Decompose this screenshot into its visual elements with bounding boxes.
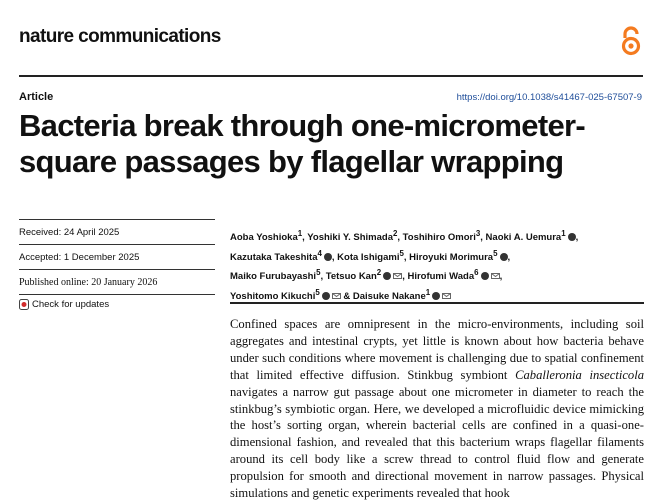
- email-icon[interactable]: [442, 293, 451, 299]
- author-separator: ,: [575, 232, 579, 244]
- author-name[interactable]: Naoki A. Uemura: [485, 232, 562, 244]
- affiliation-marker: 5: [399, 248, 404, 258]
- affiliation-marker: 2: [392, 229, 398, 238]
- orcid-icon[interactable]: [481, 272, 489, 280]
- author-name[interactable]: Tetsuo Kan: [325, 271, 377, 283]
- header-rule: [19, 75, 643, 77]
- article-type-label: Article: [19, 91, 54, 103]
- author-separator: ,: [507, 251, 511, 263]
- author-name[interactable]: Aoba Yoshioka: [230, 232, 298, 244]
- author-separator: ,: [403, 251, 410, 263]
- email-icon[interactable]: [393, 273, 402, 279]
- orcid-icon[interactable]: [324, 253, 332, 261]
- abstract-text: [230, 316, 644, 502]
- affiliation-marker: 3: [475, 229, 481, 238]
- email-icon[interactable]: [332, 293, 341, 299]
- author-name[interactable]: Toshihiro Omori: [402, 232, 476, 244]
- author-name[interactable]: Yoshiki Y. Shimada: [307, 232, 393, 244]
- published-date: Published online: 20 January 2026: [19, 269, 215, 295]
- affiliation-marker: 2: [376, 268, 382, 278]
- author-separator: ,: [302, 232, 308, 244]
- orcid-icon[interactable]: [432, 292, 440, 300]
- author-name[interactable]: Daisuke Nakane: [352, 291, 426, 303]
- affiliation-marker: 1: [297, 229, 303, 238]
- orcid-icon[interactable]: [500, 253, 508, 261]
- publication-dates: [19, 219, 215, 295]
- author-name[interactable]: Maiko Furubayashi: [230, 271, 317, 283]
- author-list: [230, 226, 650, 305]
- author-separator: ,: [499, 271, 503, 283]
- orcid-icon[interactable]: [383, 272, 391, 280]
- author-name[interactable]: Kota Ishigami: [337, 251, 400, 263]
- author-name[interactable]: Hiroyuki Morimura: [409, 251, 494, 263]
- author-name[interactable]: Hirofumi Wada: [407, 271, 475, 283]
- check-for-updates-label: Check for updates: [32, 299, 110, 310]
- author-separator: &: [340, 291, 353, 303]
- received-date: Received: 24 April 2025: [19, 219, 215, 244]
- abstract-part-2: navigates a narrow gut passage about one micrometer in diameter to reach the stinkbug’s symbiotic organ. Here, we developed a microfluidic device mimicking the host’s sorting organ, wherein bacterial cells are confined in a quasi-one-dimensional fashion, and revealed that this bacterium wraps flagellar filaments around its cell body like a screw thread to control fluid flow and generate propulsion for smooth and directional movement in narrow passages. Physical simulations and genetic experiments revealed that hook: [230, 384, 644, 501]
- author-separator: ,: [320, 271, 326, 283]
- author-name[interactable]: Yoshitomo Kikuchi: [230, 291, 316, 303]
- accepted-date: Accepted: 1 December 2025: [19, 244, 215, 269]
- doi-link[interactable]: https://doi.org/10.1038/s41467-025-67507-9: [456, 92, 642, 103]
- orcid-icon[interactable]: [568, 233, 576, 241]
- affiliation-marker: 5: [493, 248, 498, 258]
- author-separator: ,: [480, 232, 486, 244]
- affiliation-marker: 1: [561, 229, 566, 238]
- open-access-icon: [620, 26, 642, 56]
- article-title: Bacteria break through one-micrometer-square passages by flagellar wrapping: [19, 108, 585, 179]
- check-for-updates-icon: [19, 299, 29, 310]
- author-separator: ,: [397, 232, 403, 244]
- orcid-icon[interactable]: [322, 292, 330, 300]
- affiliation-marker: 4: [317, 248, 322, 258]
- species-name: Caballeronia insecticola: [515, 367, 645, 382]
- author-separator: ,: [402, 271, 408, 283]
- author-name[interactable]: Kazutaka Takeshita: [230, 251, 318, 263]
- affiliation-marker: 5: [316, 268, 321, 278]
- email-icon[interactable]: [491, 273, 500, 279]
- abstract-part-1: Confined spaces are omnipresent in the micro-environments, including soil aggregates and intestinal crypts, yet little is known about how bacteria behave under such conditions where movement is challenging due to spatial confinement that limited effective diffusion. Stinkbug symbiont: [230, 317, 644, 382]
- journal-name: nature communications: [19, 26, 221, 47]
- author-separator: ,: [331, 251, 338, 263]
- affiliation-marker: 6: [474, 268, 479, 278]
- abstract-rule: [230, 302, 644, 304]
- affiliation-marker: 1: [425, 287, 431, 297]
- affiliation-marker: 5: [315, 287, 320, 297]
- check-for-updates-button[interactable]: [19, 299, 109, 310]
